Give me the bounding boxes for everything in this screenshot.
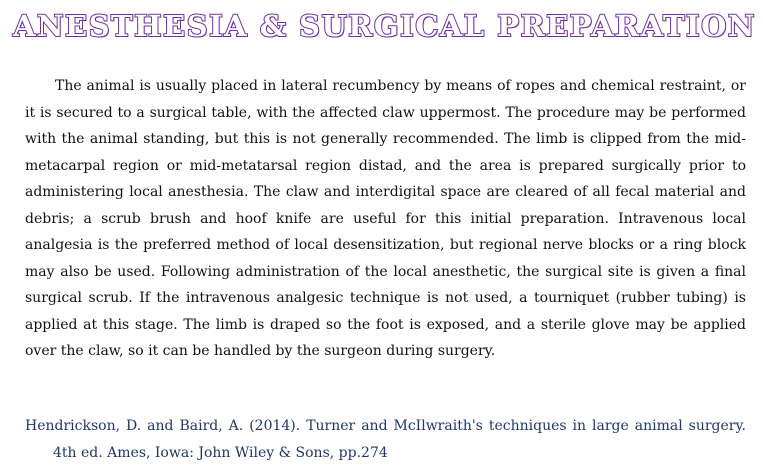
- page-title: ANESTHESIA & SURGICAL PREPARATION: [13, 9, 756, 43]
- body-paragraph: The animal is usually placed in lateral recumbency by means of ropes and chemical restraint, or it is secured to a surgical table, with the affected claw uppermost. The procedure may be performed with the animal standing, but this is not generally recommended. The limb is clipped from the mid-metacarpal region or mid-metatarsal region distad, and the area is prepared surgically prior to administering local anesthesia. The claw and interdigital space are cleared of all fecal material and debris; a scrub brush and hoof knife are useful for this initial preparation. Intravenous local analgesia is the preferred method of local desensitization, but regional nerve blocks or a ring block may also be used. Following administration of the local anesthetic, the surgical site is given a final surgical scrub. If the intravenous analgesic technique is not used, a tourniquet (rubber tubing) is applied at this stage. The limb is draped so the foot is exposed, and a sterile glove may be applied over the claw, so it can be handled by the surgeon during surgery.: [25, 78, 746, 359]
- reference-citation: Hendrickson, D. and Baird, A. (2014). Turner and McIlwraith's techniques in large animal surgery. 4th ed. Ames, Iowa: John Wiley & Sons, pp.274: [25, 418, 746, 461]
